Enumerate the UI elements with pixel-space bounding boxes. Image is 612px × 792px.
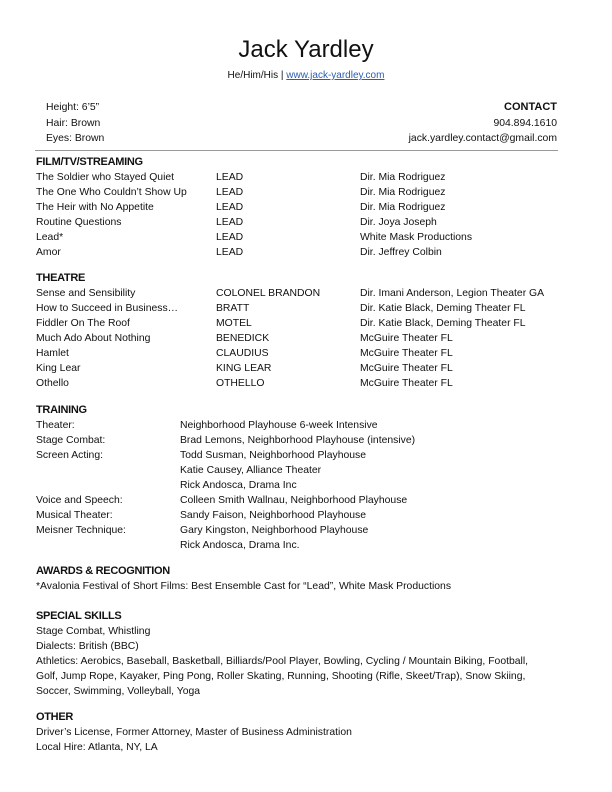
credit-row	[36, 230, 576, 245]
credit-role: LEAD	[216, 217, 244, 228]
credit-row	[36, 286, 576, 301]
training-category: Theater:	[36, 420, 75, 431]
subheader	[0, 70, 612, 82]
credit-title: King Lear	[36, 363, 81, 374]
section-title: THEATRE	[36, 272, 86, 284]
credit-role: OTHELLO	[216, 378, 265, 389]
credit-title: Fiddler On The Roof	[36, 318, 130, 329]
credit-row	[36, 215, 576, 230]
credit-title: Othello	[36, 378, 69, 389]
credit-row	[36, 301, 576, 316]
credit-role: LEAD	[216, 187, 244, 198]
credit-title: The Soldier who Stayed Quiet	[36, 172, 175, 183]
physical-stats	[46, 100, 104, 147]
header-divider	[35, 150, 558, 151]
training-row	[36, 433, 576, 448]
credit-role: LEAD	[216, 232, 244, 243]
training-category: Voice and Speech:	[36, 495, 123, 506]
awards-section	[36, 564, 576, 594]
credit-role: BRATT	[216, 303, 250, 314]
height-stat: Height: 6’5”	[46, 102, 100, 113]
contact-phone: 904.894.1610	[493, 117, 557, 129]
section-title: AWARDS & RECOGNITION	[36, 565, 170, 577]
training-category: Stage Combat:	[36, 435, 106, 446]
credit-director: McGuire Theater FL	[360, 348, 453, 359]
other-line: Driver’s License, Former Attorney, Master of Business Administration	[36, 727, 352, 738]
credit-director: Dir. Jeffrey Colbin	[360, 247, 442, 258]
other-section	[36, 710, 576, 755]
actor-name: Jack Yardley	[238, 36, 374, 63]
credit-director: McGuire Theater FL	[360, 363, 453, 374]
training-category: Musical Theater:	[36, 510, 113, 521]
training-detail: Sandy Faison, Neighborhood Playhouse	[180, 510, 367, 521]
credit-director: Dir. Mia Rodriguez	[360, 187, 446, 198]
credit-title: Lead*	[36, 232, 64, 243]
credit-row	[36, 245, 576, 260]
training-section	[36, 403, 576, 553]
credit-title: Sense and Sensibility	[36, 288, 136, 299]
credit-title: Much Ado About Nothing	[36, 333, 151, 344]
contact-title: CONTACT	[504, 101, 557, 113]
eyes-stat: Eyes: Brown	[46, 133, 105, 144]
skill-line: Golf, Jump Rope, Kayaker, Ping Pong, Roller Skating, Running, Shooting (Rifle, Skeet/Trap), Snow Skiing,	[36, 671, 526, 682]
credit-role: BENEDICK	[216, 333, 270, 344]
training-detail: Colleen Smith Wallnau, Neighborhood Playhouse	[180, 495, 408, 506]
credit-row	[36, 331, 576, 346]
training-category: Screen Acting:	[36, 450, 104, 461]
training-detail: Todd Susman, Neighborhood Playhouse	[180, 450, 367, 461]
section-title: FILM/TV/STREAMING	[36, 156, 143, 168]
skill-line: Soccer, Swimming, Volleyball, Yoga	[36, 686, 201, 697]
skill-line: Dialects: British (BBC)	[36, 641, 139, 652]
credit-row	[36, 376, 576, 391]
theatre-section	[36, 271, 576, 391]
training-row	[36, 523, 576, 538]
training-detail: Rick Andosca, Drama Inc.	[180, 540, 300, 551]
credit-title: The One Who Couldn’t Show Up	[36, 187, 187, 198]
training-detail: Gary Kingston, Neighborhood Playhouse	[180, 525, 369, 536]
credit-director: White Mask Productions	[360, 232, 473, 243]
credit-role: LEAD	[216, 172, 244, 183]
training-detail: Katie Causey, Alliance Theater	[180, 465, 322, 476]
credit-director: Dir. Mia Rodriguez	[360, 172, 446, 183]
credit-row	[36, 200, 576, 215]
credit-role: MOTEL	[216, 318, 252, 329]
training-row	[36, 508, 576, 523]
credit-title: Amor	[36, 247, 61, 258]
credit-role: COLONEL BRANDON	[216, 288, 321, 299]
credit-row	[36, 170, 576, 185]
section-title: SPECIAL SKILLS	[36, 610, 122, 622]
credit-director: McGuire Theater FL	[360, 378, 453, 389]
award-line: *Avalonia Festival of Short Films: Best Ensemble Cast for “Lead”, White Mask Productions	[36, 581, 452, 592]
training-row	[36, 493, 576, 508]
credit-role: CLAUDIUS	[216, 348, 269, 359]
training-row	[36, 448, 576, 463]
section-title: TRAINING	[36, 404, 87, 416]
hair-stat: Hair: Brown	[46, 117, 101, 129]
credit-role: KING LEAR	[216, 363, 272, 374]
training-row	[36, 478, 576, 493]
credit-director: Dir. Katie Black, Deming Theater FL	[360, 303, 526, 314]
credit-director: Dir. Joya Joseph	[360, 217, 437, 228]
credit-director: Dir. Mia Rodriguez	[360, 202, 446, 213]
training-category: Meisner Technique:	[36, 525, 126, 536]
contact-email: jack.yardley.contact@gmail.com	[408, 133, 557, 144]
training-detail: Neighborhood Playhouse 6-week Intensive	[180, 420, 378, 431]
skill-line: Stage Combat, Whistling	[36, 626, 151, 637]
credit-director: Dir. Katie Black, Deming Theater FL	[360, 318, 526, 329]
credit-row	[36, 361, 576, 376]
credit-director: McGuire Theater FL	[360, 333, 453, 344]
credit-title: Routine Questions	[36, 217, 122, 228]
contact-block	[409, 100, 557, 147]
training-row	[36, 463, 576, 478]
skill-line: Athletics: Aerobics, Baseball, Basketball, Billiards/Pool Player, Bowling, Cycling / Mountain Biking, Football,	[36, 656, 529, 667]
credit-row	[36, 346, 576, 361]
section-title: OTHER	[36, 711, 74, 723]
skills-section	[36, 609, 576, 699]
credit-role: LEAD	[216, 247, 244, 258]
other-line: Local Hire: Atlanta, NY, LA	[36, 742, 158, 753]
credit-title: Hamlet	[36, 348, 69, 359]
training-detail: Rick Andosca, Drama Inc	[180, 480, 297, 491]
film-section	[36, 155, 576, 260]
training-row	[36, 538, 576, 553]
pronouns: He/Him/His	[227, 70, 279, 81]
credit-role: LEAD	[216, 202, 244, 213]
credit-title: The Heir with No Appetite	[36, 202, 154, 213]
training-detail: Brad Lemons, Neighborhood Playhouse (intensive)	[180, 435, 416, 446]
credit-director: Dir. Imani Anderson, Legion Theater GA	[360, 288, 545, 299]
separator: |	[280, 70, 284, 81]
credit-row	[36, 185, 576, 200]
credit-row	[36, 316, 576, 331]
training-row	[36, 418, 576, 433]
credit-title: How to Succeed in Business…	[36, 303, 179, 314]
website-link[interactable]: www.jack-yardley.com	[286, 70, 385, 81]
